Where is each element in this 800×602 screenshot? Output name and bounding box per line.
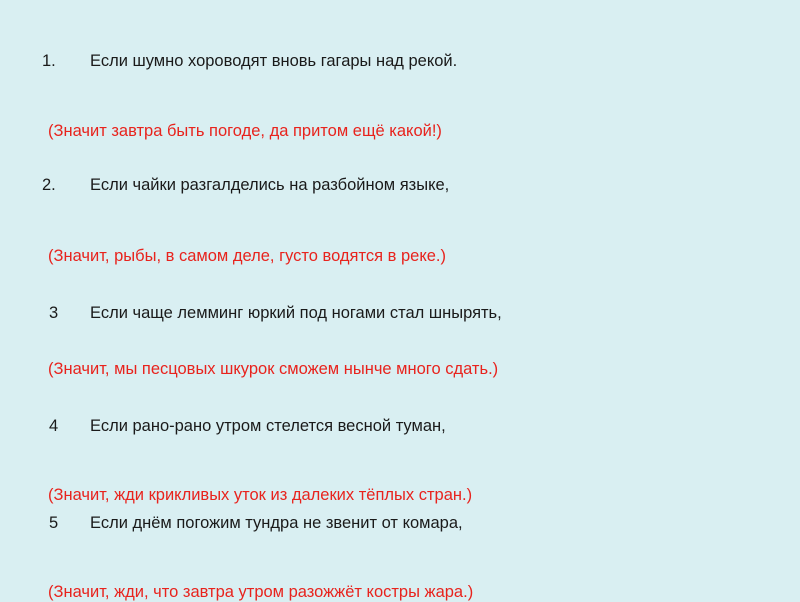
item-answer: (Значит, жди, что завтра утром разожжёт костры жара.) (48, 583, 474, 601)
item-answer: (Значит, рыбы, в самом деле, густо водятся в реке.) (48, 247, 446, 265)
item-number: 5 (49, 514, 59, 532)
item-number: 3 (49, 304, 59, 322)
item-number: 1. (42, 52, 56, 70)
item-text: Если рано-рано утром стелется весной туман, (90, 417, 446, 435)
item-answer: (Значит, жди крикливых уток из далеких тёплых стран.) (48, 486, 473, 504)
item-answer: (Значит завтра быть погоде, да притом ещё какой!) (48, 122, 442, 140)
item-text: Если днём погожим тундра не звенит от комара, (90, 514, 463, 532)
item-text: Если чаще лемминг юркий под ногами стал шнырять, (90, 304, 502, 322)
item-text: Если шумно хороводят вновь гагары над рекой. (90, 52, 458, 70)
item-number: 2. (42, 176, 56, 194)
item-answer: (Значит, мы песцовых шкурок сможем нынче много сдать.) (48, 360, 499, 378)
item-text: Если чайки разгалделись на разбойном языке, (90, 176, 450, 194)
item-number: 4 (49, 417, 59, 435)
